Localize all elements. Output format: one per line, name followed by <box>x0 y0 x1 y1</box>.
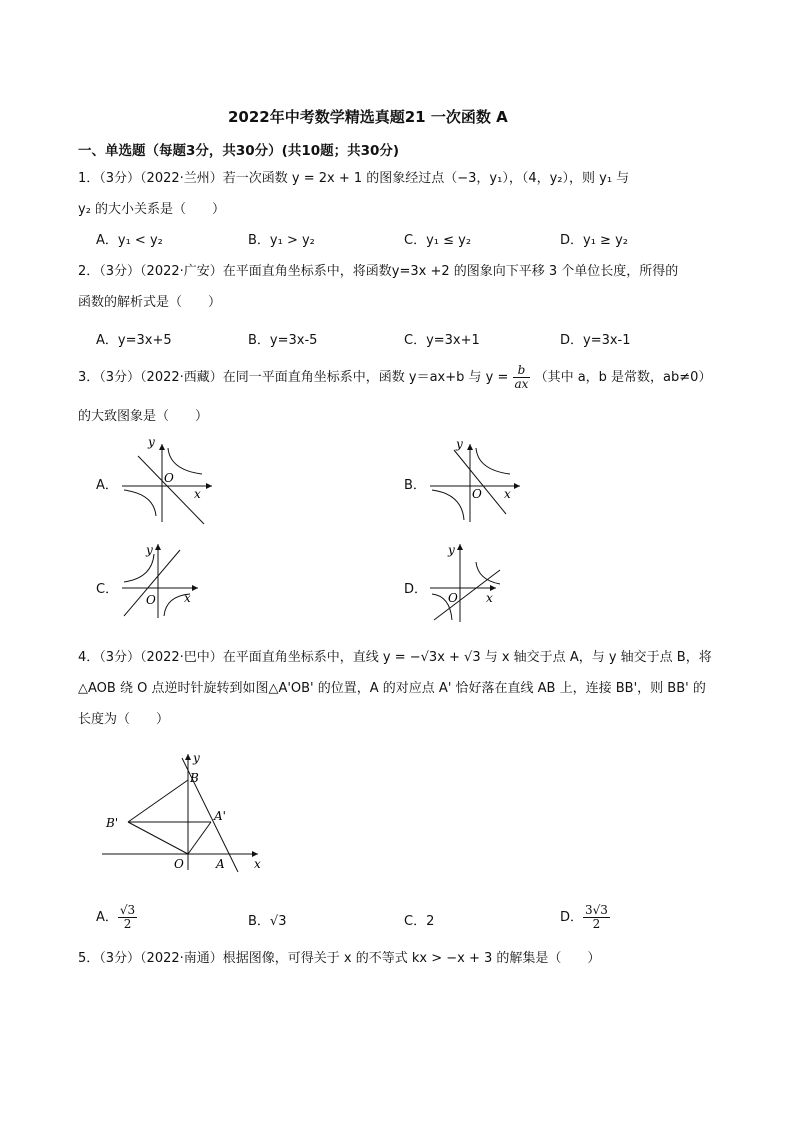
option-a-num: √3 <box>119 903 136 917</box>
segment-b-prime-o <box>128 822 188 854</box>
segment-bb-prime <box>128 780 188 822</box>
hyperbola-branch <box>432 490 464 520</box>
option-c-value: 2 <box>426 914 435 929</box>
option-a-label: A． <box>96 910 118 925</box>
question-4-line-2: △AOB 绕 O 点逆时针旋转到如图△A'OB' 的位置，A 的对应点 A' 恰好落在直线 AB 上，连接 BB'，则 BB' 的 <box>78 681 706 696</box>
question-3-graph-a <box>118 436 218 526</box>
origin-label: O <box>448 591 458 605</box>
option-b-value: √3 <box>269 914 287 929</box>
question-3-option-d[interactable]: D． <box>404 582 428 597</box>
section-heading: 一、单选题（每题3分，共30分）(共10题；共30分) <box>78 143 400 159</box>
option-b-label: B． <box>248 914 270 929</box>
label-x: x <box>254 857 261 871</box>
fraction-denominator: ax <box>514 377 529 391</box>
question-3-graph-c <box>118 540 218 620</box>
y-arrow <box>185 754 191 760</box>
option-d-num: 3√3 <box>585 903 608 917</box>
question-2-option-b[interactable]: B．y=3x-5 <box>248 333 318 348</box>
page-title: 2022年中考数学精选真题21 一次函数 A <box>228 108 508 126</box>
question-2-option-d[interactable]: D．y=3x-1 <box>560 333 631 348</box>
x-label: x <box>486 591 493 605</box>
question-1-line-2: y₂ 的大小关系是（ ） <box>78 202 226 217</box>
hyperbola-branch <box>124 490 156 516</box>
question-4-option-a[interactable] <box>96 904 137 931</box>
option-c-label: C． <box>404 914 427 929</box>
origin-label: O <box>472 487 482 501</box>
label-a: A <box>216 857 225 871</box>
question-3-line-2: 的大致图象是（ ） <box>78 409 209 424</box>
label-o: O <box>174 857 184 871</box>
label-b: B <box>190 771 199 785</box>
x-arrow <box>206 483 212 489</box>
option-a-fraction <box>118 904 137 931</box>
y-arrow <box>159 444 165 450</box>
origin-label: O <box>164 471 174 485</box>
hyperbola-branch <box>476 448 510 474</box>
question-4-option-b[interactable] <box>248 910 286 929</box>
question-3-graph-d <box>426 540 526 624</box>
label-y: y <box>193 751 200 765</box>
option-d-label: D． <box>560 910 584 925</box>
segment-o-a-prime <box>188 822 211 854</box>
y-arrow <box>457 544 463 550</box>
question-1-option-c[interactable]: C．y₁ ≤ y₂ <box>404 233 472 248</box>
question-2-line-1: 2．（3分）（2022·广安）在平面直角坐标系中，将函数y=3x +2 的图象向下平移 3 个单位长度，所得的 <box>78 264 679 279</box>
question-1-line-1: 1．（3分）（2022·兰州）若一次函数 y = 2x + 1 的图象经过点（−3，y₁），（4，y₂），则 y₁ 与 <box>78 171 630 186</box>
question-3-option-c[interactable]: C． <box>96 582 119 597</box>
x-label: x <box>194 487 201 501</box>
question-1-option-a[interactable]: A．y₁ < y₂ <box>96 233 163 248</box>
question-3-line-1 <box>78 364 711 391</box>
option-a-den: 2 <box>123 917 132 931</box>
x-label: x <box>184 591 191 605</box>
label-a-prime: A' <box>214 809 226 823</box>
question-4-line-1: 4．（3分）（2022·巴中）在平面直角坐标系中，直线 y = −√3x + √3 与 x 轴交于点 A，与 y 轴交于点 B，将 <box>78 650 712 665</box>
question-3-option-a[interactable]: A． <box>96 478 118 493</box>
y-label: y <box>146 543 153 557</box>
y-label: y <box>448 543 455 557</box>
question-1-option-d[interactable]: D．y₁ ≥ y₂ <box>560 233 628 248</box>
label-b-prime: B' <box>106 816 119 830</box>
origin-label: O <box>146 593 156 607</box>
question-2-option-c[interactable]: C．y=3x+1 <box>404 333 480 348</box>
x-arrow <box>514 483 520 489</box>
question-3-graph-b <box>426 436 526 526</box>
question-3-option-b[interactable]: B． <box>404 478 426 493</box>
question-3-stem-b: （其中 a，b 是常数，ab≠0） <box>534 370 712 385</box>
question-4-option-d[interactable] <box>560 904 610 931</box>
y-arrow <box>467 444 473 450</box>
option-d-fraction <box>583 904 610 931</box>
question-4-option-c[interactable] <box>404 910 434 929</box>
option-d-den: 2 <box>592 917 601 931</box>
question-4-line-3: 长度为（ ） <box>78 712 170 727</box>
question-4-figure <box>98 748 268 874</box>
question-1-option-b[interactable]: B．y₁ > y₂ <box>248 233 315 248</box>
question-3-stem-a: 3．（3分）（2022·西藏）在同一平面直角坐标系中，函数 y＝ax+b 与 y = <box>78 370 509 385</box>
y-label: y <box>456 437 463 451</box>
x-arrow <box>192 585 198 591</box>
fraction-numerator: b <box>513 364 531 378</box>
question-5-line-1: 5．（3分）（2022·南通）根据图像，可得关于 x 的不等式 kx > −x + 3 的解集是（ ） <box>78 951 601 966</box>
hyperbola-branch <box>124 554 154 582</box>
question-3-fraction <box>513 364 531 391</box>
x-label: x <box>504 487 511 501</box>
question-2-line-2: 函数的解析式是（ ） <box>78 295 222 310</box>
y-label: y <box>148 436 155 449</box>
y-arrow <box>155 544 161 550</box>
question-2-option-a[interactable]: A．y=3x+5 <box>96 333 172 348</box>
